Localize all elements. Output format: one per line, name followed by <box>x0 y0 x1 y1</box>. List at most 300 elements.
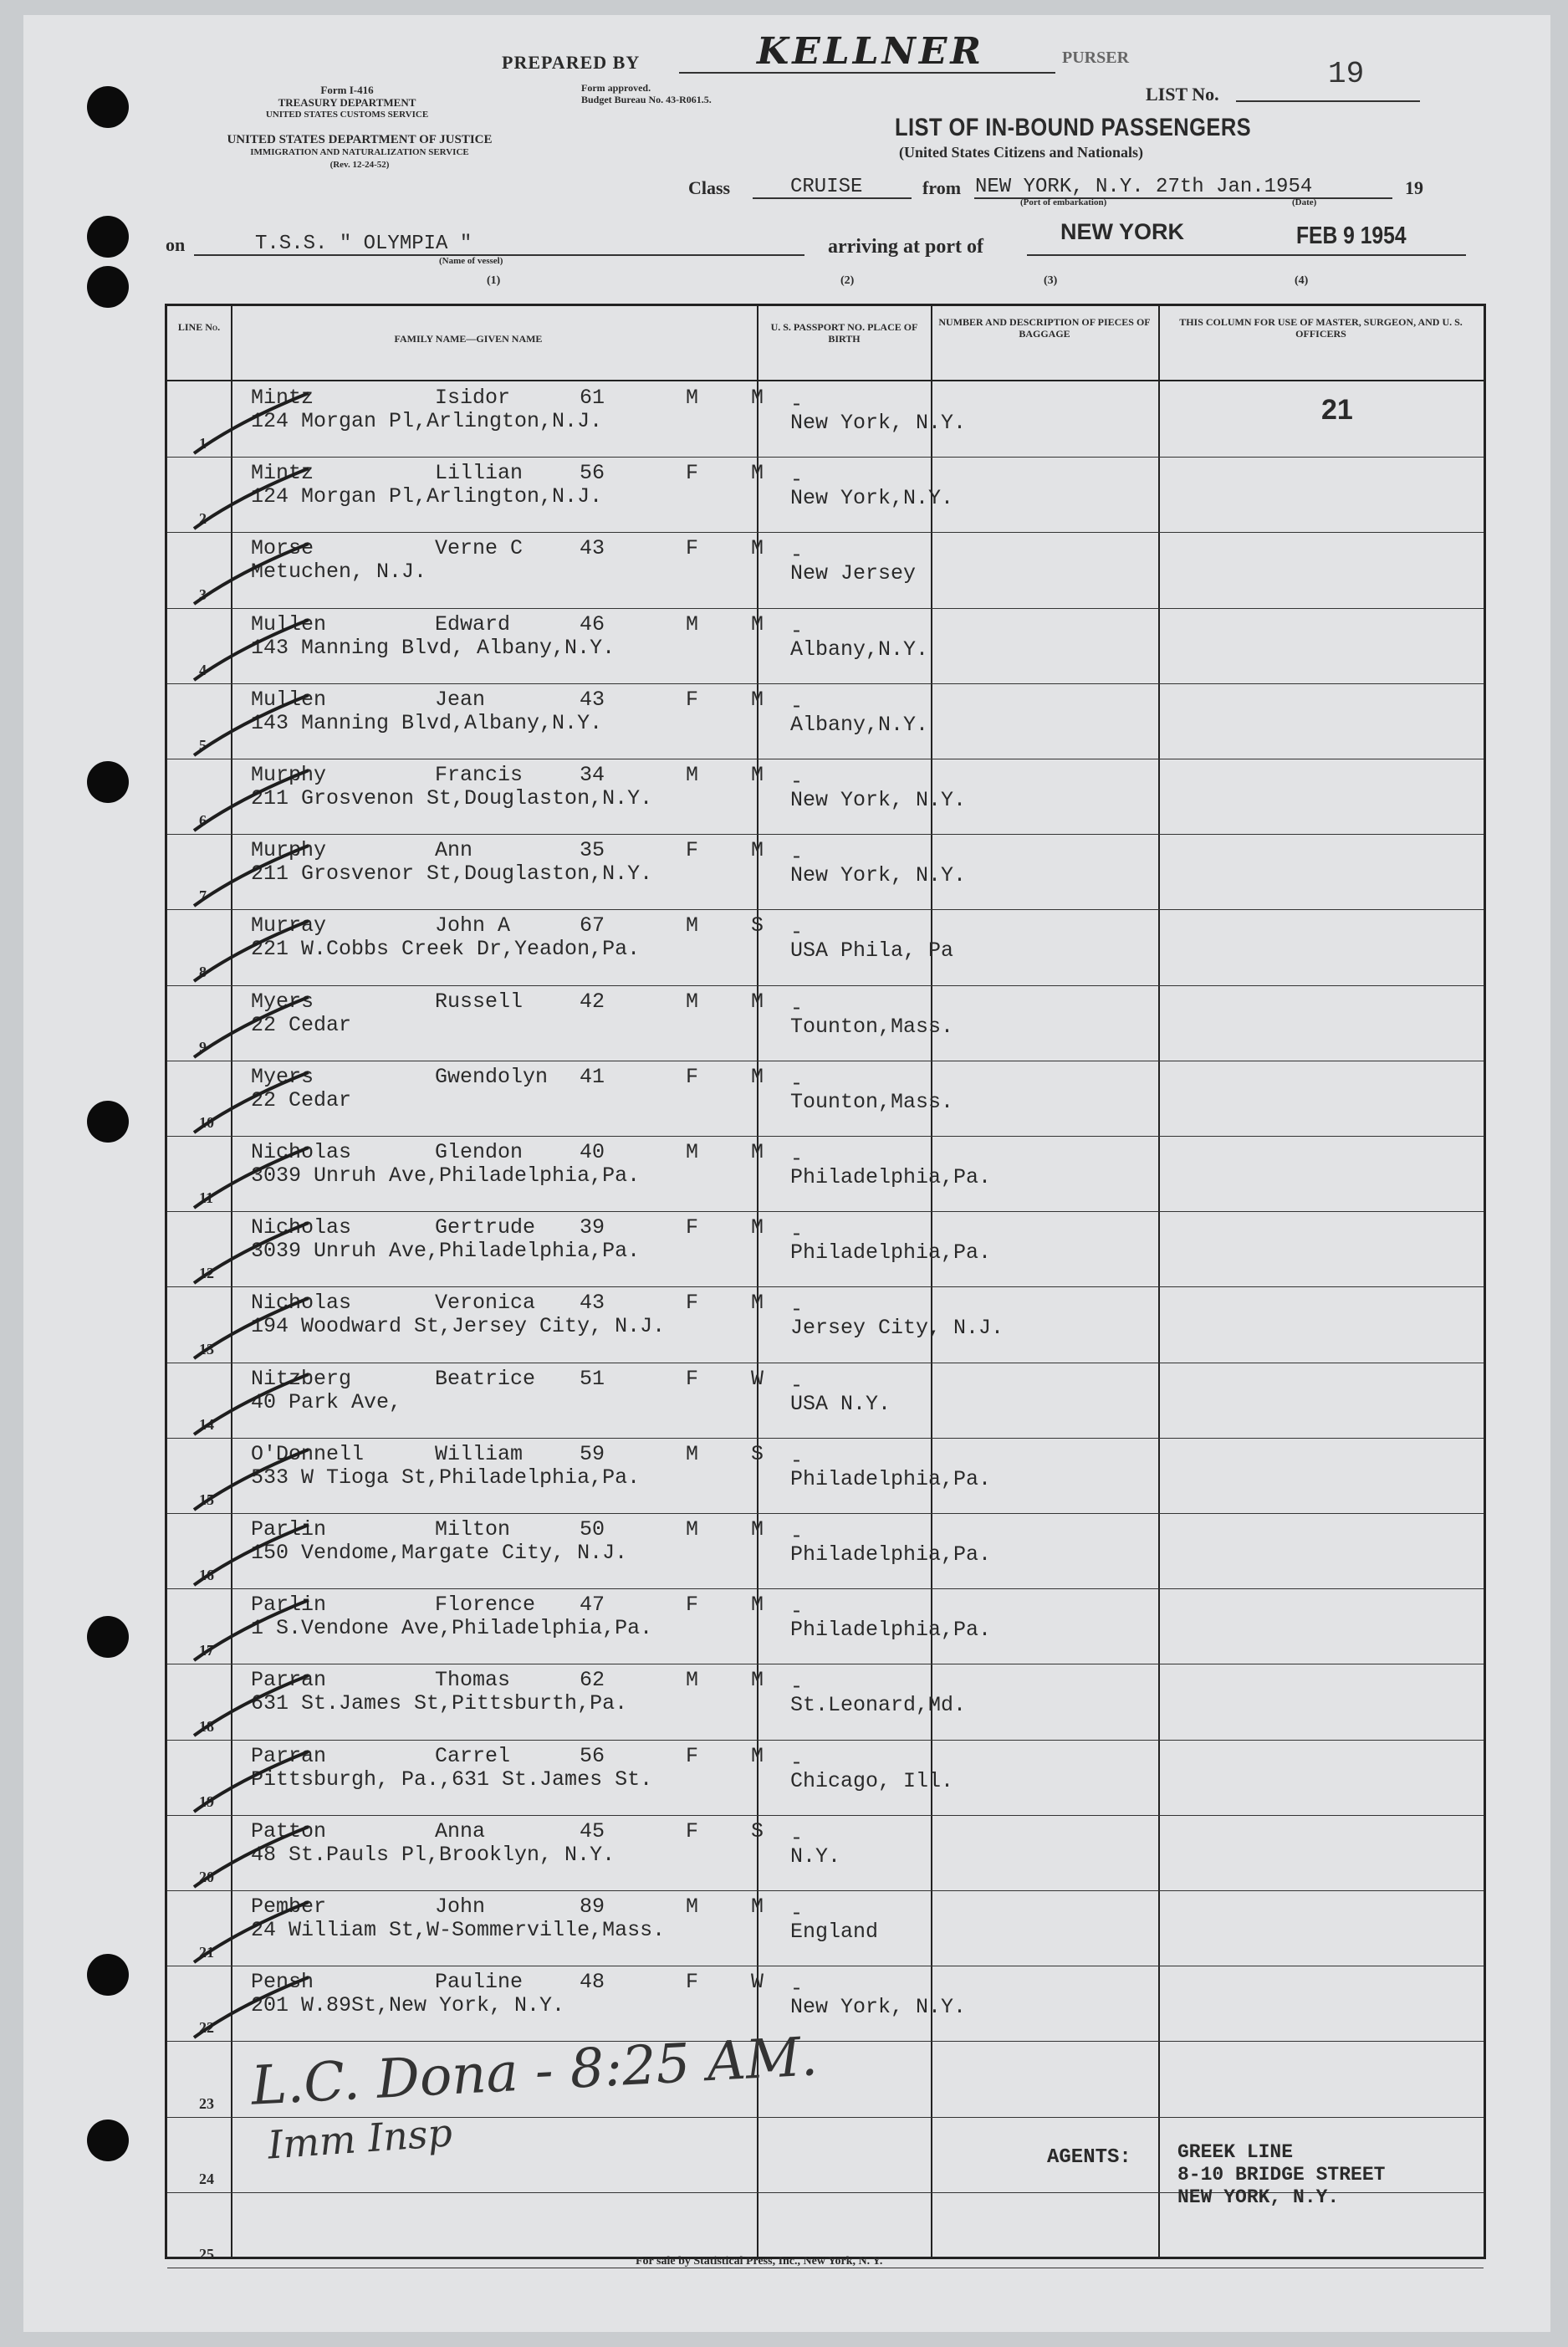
class-label: Class <box>688 177 731 198</box>
given-name: John A <box>435 913 511 938</box>
given-name: Beatrice <box>435 1366 536 1391</box>
passport-dash: - <box>790 1373 804 1398</box>
check-mark <box>187 615 313 682</box>
check-mark <box>187 1445 313 1511</box>
line-number: 19 <box>199 1792 214 1810</box>
agent-street: 8-10 BRIDGE STREET <box>1177 2164 1386 2186</box>
col-number-2: (2) <box>840 274 855 287</box>
marital-status: M <box>751 838 764 863</box>
given-name: Milton <box>435 1517 511 1542</box>
passport-dash: - <box>790 1901 804 1925</box>
sex: F <box>686 1818 699 1843</box>
punch-hole <box>87 86 129 128</box>
address: 211 Grosvenon St,Douglaston,N.Y. <box>251 786 653 810</box>
passport-dash: - <box>790 543 804 568</box>
passport-dash: - <box>790 1976 804 2002</box>
marital-status: M <box>751 1064 764 1089</box>
list-no-value: 19 <box>1328 57 1365 91</box>
family-name: Myers <box>251 1064 314 1089</box>
check-mark <box>187 1064 314 1134</box>
agent-name: GREEK LINE <box>1177 2141 1294 2163</box>
passport-dash: - <box>790 1750 804 1775</box>
line-number: 5 <box>199 736 207 754</box>
age: 50 <box>580 1517 605 1542</box>
family-name: Parran <box>251 1668 327 1693</box>
marital-status: M <box>751 536 764 561</box>
address: 143 Manning Blvd,Albany,N.Y. <box>251 710 603 735</box>
line-number: 3 <box>199 585 207 603</box>
given-name: Thomas <box>435 1668 511 1693</box>
ins-service: IMMIGRATION AND NATURALIZATION SERVICE <box>250 147 469 157</box>
age: 45 <box>580 1818 605 1843</box>
check-mark <box>187 1822 313 1889</box>
sex: F <box>686 1291 699 1316</box>
family-name: Nicholas <box>251 1215 352 1240</box>
age: 40 <box>580 1140 605 1164</box>
marital-status: S <box>751 913 764 938</box>
col-header-passport: U. S. PASSPORT NO. PLACE OF BIRTH <box>770 321 918 345</box>
on-label: on <box>166 234 186 255</box>
age: 62 <box>580 1668 605 1693</box>
sex: M <box>686 1140 699 1164</box>
age: 43 <box>580 1291 605 1316</box>
passport-dash: - <box>790 995 804 1020</box>
passport-dash: - <box>790 1071 804 1096</box>
vessel-caption: (Name of vessel) <box>439 256 503 266</box>
agents-label: AGENTS: <box>1047 2146 1131 2169</box>
sex: F <box>686 536 699 561</box>
address: 143 Manning Blvd, Albany,N.Y. <box>251 635 615 660</box>
table-row <box>167 1815 1484 1890</box>
arrival-date-stamp: FEB 9 1954 <box>1296 222 1407 249</box>
table-row <box>167 1513 1484 1588</box>
sex: F <box>686 838 699 863</box>
table-row <box>167 1740 1484 1815</box>
address: 150 Vendome,Margate City, N.J. <box>251 1541 628 1565</box>
marital-status: M <box>751 1593 764 1618</box>
line-number: 16 <box>199 1567 214 1584</box>
family-name: Myers <box>251 989 314 1014</box>
place-of-birth: N.Y. <box>790 1843 841 1869</box>
address: 124 Morgan Pl,Arlington,N.J. <box>251 484 603 509</box>
address: 40 Park Ave, <box>251 1389 402 1414</box>
marital-status: S <box>751 1441 764 1466</box>
age: 43 <box>580 687 605 712</box>
col-header-officers: THIS COLUMN FOR USE OF MASTER, SURGEON, AND U. S. OFFICERS <box>1179 316 1463 340</box>
check-mark <box>187 1746 313 1813</box>
given-name: William <box>435 1441 524 1466</box>
family-name: Patton <box>251 1818 327 1843</box>
passport-dash: - <box>790 1825 804 1850</box>
address: 533 W Tioga St,Philadelphia,Pa. <box>251 1465 641 1490</box>
given-name: Anna <box>435 1818 486 1843</box>
marital-status: M <box>751 386 764 410</box>
given-name: Jean <box>435 687 486 712</box>
place-of-birth: Albany,N.Y. <box>790 637 929 662</box>
table-row <box>167 1588 1484 1664</box>
sex: F <box>686 1743 699 1768</box>
line-number: 24 <box>199 2170 214 2187</box>
form-subtitle: (United States Citizens and Nationals) <box>899 144 1144 161</box>
age: 51 <box>580 1366 605 1391</box>
sex: M <box>686 386 699 410</box>
justice-dept: UNITED STATES DEPARTMENT OF JUSTICE <box>227 133 493 146</box>
treasury-dept: TREASURY DEPARTMENT <box>278 96 416 109</box>
age: 41 <box>580 1064 605 1089</box>
inspector-signature: L.C. Dona - 8:25 AM. <box>249 2026 820 2118</box>
sex: M <box>686 1517 699 1542</box>
sex: M <box>686 763 699 787</box>
printer-footer: For sale by Statistical Press, Inc., New York, N. Y. <box>636 2255 883 2268</box>
marital-status: M <box>751 1140 764 1164</box>
check-mark <box>187 1369 313 1436</box>
approval-block <box>581 82 712 105</box>
marital-status: M <box>751 1743 764 1768</box>
passport-dash: - <box>790 618 804 643</box>
address: 194 Woodward St,Jersey City, N.J. <box>251 1314 666 1339</box>
arrival-line <box>1027 254 1466 256</box>
col-number-4: (4) <box>1295 274 1309 287</box>
place-of-birth: Tounton,Mass. <box>790 1089 954 1114</box>
sex: F <box>686 1215 699 1240</box>
passport-dash: - <box>790 468 804 493</box>
line-number: 22 <box>199 2019 214 2037</box>
agents-block <box>1177 2141 1385 2209</box>
port-embark-caption: (Port of embarkation) <box>1020 197 1107 207</box>
sex: M <box>686 611 699 637</box>
age: 46 <box>580 611 605 637</box>
check-mark <box>187 1670 313 1737</box>
table-row <box>167 457 1484 532</box>
address: 1 S.Vendone Ave,Philadelphia,Pa. <box>251 1616 653 1641</box>
address: 24 William St,W-Sommerville,Mass. <box>251 1918 666 1942</box>
line-number: 9 <box>199 1038 207 1056</box>
place-of-birth: New York, N.Y. <box>790 788 967 812</box>
line-number: 18 <box>199 1717 214 1735</box>
check-mark <box>187 841 313 908</box>
given-name: Pauline <box>435 1970 524 1995</box>
passport-dash: - <box>790 1448 804 1473</box>
marital-status: M <box>751 763 764 787</box>
table-row <box>167 1966 1484 2041</box>
family-name: Mintz <box>251 386 314 410</box>
given-name: Francis <box>435 763 524 787</box>
inspector-title: Imm Insp <box>266 2109 454 2168</box>
family-name: Murphy <box>251 838 327 863</box>
check-mark <box>187 1143 313 1209</box>
address: 124 Morgan Pl,Arlington,N.J. <box>251 409 603 433</box>
line-number: 23 <box>199 2094 214 2112</box>
table-row <box>167 1664 1484 1739</box>
table-row <box>167 1286 1484 1362</box>
passport-dash: - <box>790 392 804 417</box>
place-of-birth: England <box>790 1920 879 1944</box>
sex: F <box>686 687 699 712</box>
line-number: 1 <box>199 435 207 453</box>
form-approved: Form approved. <box>581 82 651 94</box>
place-of-birth: Jersey City, N.J. <box>790 1316 1004 1341</box>
col-header-baggage: NUMBER AND DESCRIPTION OF PIECES OF BAGGAGE <box>938 316 1151 340</box>
age: 56 <box>580 1743 605 1768</box>
line-number: 4 <box>199 661 207 678</box>
age: 56 <box>580 461 605 486</box>
list-no-line <box>1236 100 1420 102</box>
sex: F <box>686 1970 699 1995</box>
place-of-birth: Philadelphia,Pa. <box>790 1240 992 1266</box>
agent-city: NEW YORK, N.Y. <box>1177 2186 1340 2208</box>
family-name: Murphy <box>251 763 327 787</box>
line-number: 15 <box>199 1491 214 1508</box>
family-name: Parran <box>251 1743 327 1768</box>
place-of-birth: Philadelphia,Pa. <box>790 1542 992 1567</box>
year-label: 19 <box>1405 177 1423 198</box>
line-number: 12 <box>199 1265 214 1282</box>
check-mark <box>187 388 313 455</box>
address: 3039 Unruh Ave,Philadelphia,Pa. <box>251 1163 641 1188</box>
address: 22 Cedar <box>251 1087 352 1112</box>
family-name: Mullen <box>251 687 327 712</box>
table-row <box>167 1061 1484 1136</box>
given-name: John <box>435 1894 486 1919</box>
check-mark <box>187 989 314 1059</box>
col-header-line-no: LINE No. <box>177 321 221 333</box>
prepared-by-role: PURSER <box>1062 49 1130 67</box>
marital-status: M <box>751 1517 764 1542</box>
punch-hole <box>87 216 129 258</box>
given-name: Carrel <box>435 1743 511 1768</box>
place-of-birth: Albany,N.Y. <box>790 712 929 737</box>
place-of-birth: Tounton,Mass. <box>790 1014 954 1039</box>
place-of-birth: Philadelphia,Pa. <box>790 1165 992 1189</box>
sex: M <box>686 1441 699 1466</box>
family-name: Mintz <box>251 461 314 486</box>
age: 59 <box>580 1441 605 1466</box>
table-row <box>167 1438 1484 1513</box>
sex: F <box>686 1064 699 1089</box>
line-number: 8 <box>199 963 207 980</box>
sex: F <box>686 1593 699 1618</box>
address: 221 W.Cobbs Creek Dr,Yeadon,Pa. <box>251 937 641 962</box>
marital-status: M <box>751 1291 764 1316</box>
customs-service: UNITED STATES CUSTOMS SERVICE <box>265 110 429 120</box>
sex: F <box>686 461 699 486</box>
line-number: 6 <box>199 812 207 830</box>
address: Metuchen, N.J. <box>251 560 427 585</box>
from-label: from <box>922 177 962 198</box>
check-mark <box>187 536 314 606</box>
family-name: Parlin <box>251 1517 327 1542</box>
passport-dash: - <box>790 1147 804 1171</box>
arriving-label: arriving at port of <box>828 236 983 258</box>
marital-status: M <box>751 989 764 1014</box>
table-row <box>167 909 1484 984</box>
place-of-birth: New York, N.Y. <box>790 863 967 888</box>
sex: M <box>686 1668 699 1693</box>
marital-status: M <box>751 611 764 637</box>
check-mark <box>187 1972 313 2039</box>
place-of-birth: USA N.Y. <box>790 1391 891 1416</box>
line-number: 20 <box>199 1868 214 1885</box>
from-value: NEW YORK, N.Y. 27th Jan.1954 <box>975 176 1313 198</box>
passport-dash: - <box>790 845 804 870</box>
class-value: CRUISE <box>790 176 863 198</box>
table-row <box>167 985 1484 1061</box>
budget-bureau: Budget Bureau No. 43-R061.5. <box>581 94 712 105</box>
justice-block <box>167 134 552 171</box>
passport-dash: - <box>790 770 804 794</box>
punch-hole <box>87 761 129 803</box>
address: 3039 Unruh Ave,Philadelphia,Pa. <box>251 1239 641 1264</box>
place-of-birth: Philadelphia,Pa. <box>790 1466 992 1491</box>
line-number: 2 <box>199 510 207 528</box>
given-name: Verne C <box>435 536 524 561</box>
table-row <box>167 608 1484 683</box>
family-name: Parlin <box>251 1593 327 1618</box>
line-number: 13 <box>199 1340 214 1358</box>
given-name: Gwendolyn <box>435 1064 549 1089</box>
table-row <box>167 1211 1484 1286</box>
table-row <box>167 1363 1484 1438</box>
age: 42 <box>580 989 605 1014</box>
revision: (Rev. 12-24-52) <box>329 160 390 170</box>
family-name: O'Donnell <box>251 1441 365 1466</box>
col-number-3: (3) <box>1044 274 1058 287</box>
given-name: Edward <box>435 611 511 637</box>
address: 48 St.Pauls Pl,Brooklyn, N.Y. <box>251 1842 615 1867</box>
given-name: Gertrude <box>435 1215 536 1240</box>
passport-dash: - <box>790 920 804 945</box>
age: 39 <box>580 1215 605 1240</box>
given-name: Isidor <box>435 386 511 410</box>
age: 67 <box>580 913 605 938</box>
given-name: Ann <box>435 838 473 863</box>
address: 22 Cedar <box>251 1012 352 1037</box>
age: 47 <box>580 1593 605 1618</box>
passport-dash: - <box>790 1524 804 1548</box>
place-of-birth: USA Phila, Pa <box>790 938 954 964</box>
passport-dash: - <box>790 1297 804 1322</box>
passport-dash: - <box>790 693 804 718</box>
given-name: Russell <box>435 989 524 1014</box>
marital-status: M <box>751 1668 764 1693</box>
age: 89 <box>580 1894 605 1919</box>
age: 61 <box>580 386 605 410</box>
place-of-birth: New York, N.Y. <box>790 1995 967 2020</box>
address: 631 St.James St,Pittsburth,Pa. <box>251 1691 628 1716</box>
check-mark <box>187 1520 313 1587</box>
address: Pittsburgh, Pa.,631 St.James St. <box>251 1767 653 1792</box>
age: 34 <box>580 763 605 787</box>
given-name: Glendon <box>435 1140 524 1164</box>
arrival-port: NEW YORK <box>1060 219 1185 244</box>
table-row <box>167 532 1484 607</box>
table-row <box>167 759 1484 834</box>
marital-status: M <box>751 1215 764 1240</box>
given-name: Veronica <box>435 1291 536 1316</box>
check-mark <box>187 1293 313 1360</box>
table-row <box>167 683 1484 759</box>
address: 201 W.89St,New York, N.Y. <box>251 1993 565 2018</box>
marital-status: W <box>751 1970 764 1995</box>
form-block <box>213 84 481 121</box>
punch-hole <box>87 266 129 308</box>
check-mark <box>187 1595 313 1662</box>
place-of-birth: Chicago, Ill. <box>790 1768 954 1793</box>
sex: M <box>686 989 699 1014</box>
family-name: Pensh <box>251 1970 314 1995</box>
check-mark <box>187 690 313 757</box>
table-row <box>167 834 1484 909</box>
family-name: Mullen <box>251 611 327 637</box>
form-title: LIST OF IN-BOUND PASSENGERS <box>895 114 1252 141</box>
list-no-label: LIST No. <box>1146 84 1219 105</box>
passport-dash: - <box>790 1222 804 1247</box>
given-name: Lillian <box>435 461 524 486</box>
sex: M <box>686 913 699 938</box>
marital-status: M <box>751 1894 764 1919</box>
line-number: 11 <box>199 1189 214 1207</box>
address: 211 Grosvenor St,Douglaston,N.Y. <box>251 862 653 887</box>
line-number: 10 <box>199 1113 214 1131</box>
punch-hole <box>87 2119 129 2161</box>
family-name: Nitzberg <box>251 1366 352 1391</box>
check-mark <box>187 1897 313 1964</box>
passport-dash: - <box>790 1675 804 1700</box>
age: 48 <box>580 1970 605 1995</box>
punch-hole <box>87 1954 129 1996</box>
given-name: Florence <box>435 1593 536 1618</box>
line-number: 7 <box>199 887 207 905</box>
line-number: 25 <box>199 2245 214 2263</box>
passport-dash: - <box>790 1599 804 1624</box>
marital-status: M <box>751 687 764 712</box>
marital-status: M <box>751 461 764 486</box>
officer-note: 21 <box>1321 394 1353 426</box>
prepared-by-value: KELLNER <box>757 30 984 73</box>
place-of-birth: New Jersey <box>790 561 917 586</box>
check-mark <box>187 916 313 983</box>
col-header-name: FAMILY NAME—GIVEN NAME <box>394 333 543 345</box>
family-name: Pember <box>251 1894 327 1919</box>
form-number: Form I-416 <box>320 84 374 96</box>
line-number: 17 <box>199 1642 214 1659</box>
marital-status: S <box>751 1818 764 1843</box>
age: 43 <box>580 536 605 561</box>
check-mark <box>187 1218 313 1285</box>
prepared-by-label: PREPARED BY <box>502 52 641 73</box>
family-name: Nicholas <box>251 1140 352 1164</box>
line-number: 14 <box>199 1415 214 1433</box>
marital-status: W <box>751 1366 764 1391</box>
family-name: Murray <box>251 913 327 938</box>
sex: M <box>686 1894 699 1919</box>
place-of-birth: St.Leonard,Md. <box>790 1693 967 1718</box>
sex: F <box>686 1366 699 1391</box>
table-row <box>167 381 1484 457</box>
punch-hole <box>87 1101 129 1143</box>
vessel-value: T.S.S. " OLYMPIA " <box>255 233 472 255</box>
check-mark <box>187 463 313 530</box>
age: 35 <box>580 838 605 863</box>
place-of-birth: New York, N.Y. <box>790 411 967 435</box>
line-number: 21 <box>199 1944 214 1961</box>
col-number-1: (1) <box>487 274 501 287</box>
table-row <box>167 1136 1484 1211</box>
family-name: Morse <box>251 536 314 561</box>
punch-hole <box>87 1616 129 1658</box>
date-caption: (Date) <box>1292 197 1317 207</box>
check-mark <box>187 765 313 832</box>
